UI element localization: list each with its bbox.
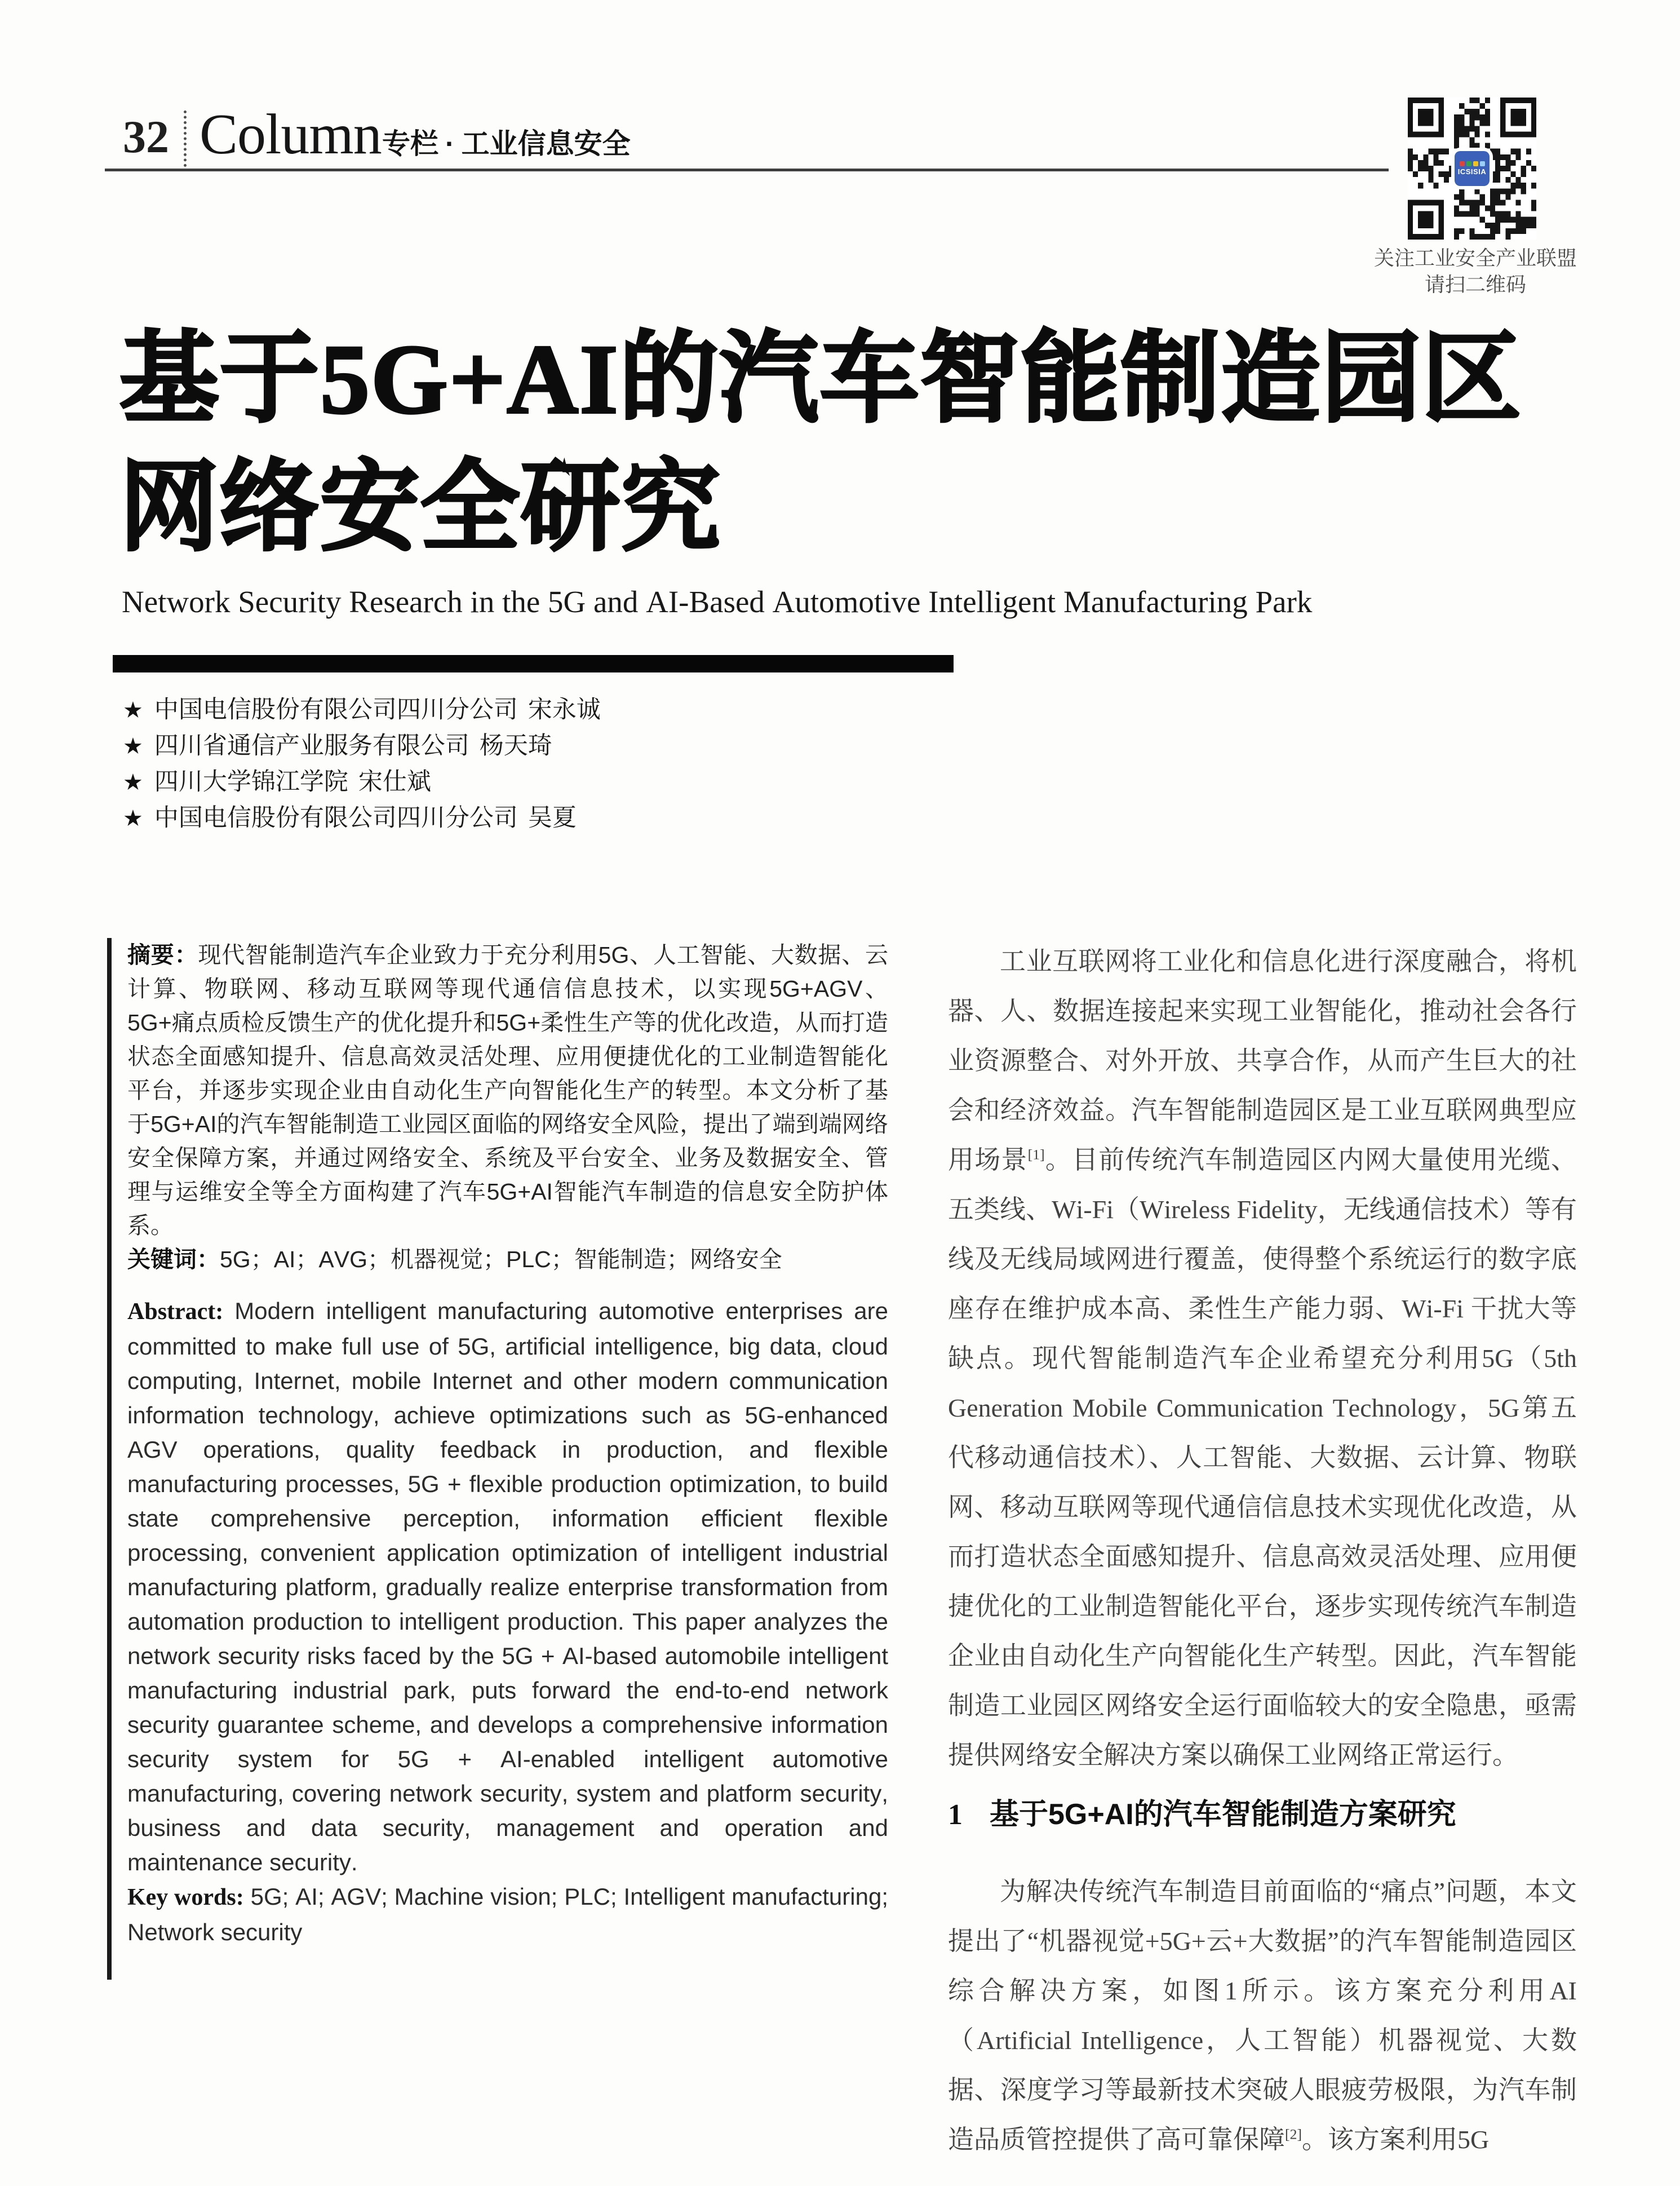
author-affiliation: 四川省通信产业服务有限公司 bbox=[154, 732, 469, 759]
section-heading bbox=[948, 1796, 1577, 1834]
author-row bbox=[123, 764, 601, 800]
column-label-cn: 专栏 bbox=[382, 128, 438, 160]
separator-dot: · bbox=[445, 128, 455, 160]
citation-ref-1: [1] bbox=[1027, 1146, 1045, 1163]
qr-caption-line2: 请扫二维码 bbox=[1424, 273, 1526, 296]
keywords-en-text: 5G; AI; AGV; Machine vision; PLC; Intelligent manufacturing; Network security bbox=[127, 1883, 888, 1945]
abstract-en bbox=[127, 1294, 888, 1879]
abstract-en-label: Abstract: bbox=[127, 1299, 224, 1325]
author-name: 杨天琦 bbox=[479, 732, 552, 759]
qr-code bbox=[1408, 98, 1536, 240]
abstract-cn bbox=[127, 938, 888, 1242]
keywords-en-label: Key words: bbox=[127, 1884, 244, 1910]
author-name: 宋仕斌 bbox=[358, 768, 431, 795]
article-subtitle-en: Network Security Research in the 5G and AI-Based Automotive Intelligent Manufacturing Park bbox=[122, 585, 1313, 619]
abstract-en-text: Modern intelligent manufacturing automotive enterprises are committed to make full use of 5G, artificial intelligence, big data, cloud computing, Internet, mobile Internet and other modern communication information technology, achieve optimizations such as 5G-enhanced AGV operations, quality feedback in production, and flexible manufacturing processes, 5G + flexible production optimization, to build state comprehensive perception, information efficient flexible processing, convenient application optimization of intelligent industrial manufacturing platform, gradually realize enterprise transformation from automation production to intelligent production. This paper analyzes the network security risks faced by the 5G + AI-based automobile intelligent manufacturing industrial park, puts forward the end-to-end network security guarantee scheme, and develops a comprehensive information security system for 5G + AI-enabled intelligent automotive manufacturing, covering network security, system and platform security, business and data security, management and operation and maintenance security. bbox=[127, 1298, 888, 1875]
header-dotted-divider bbox=[184, 110, 187, 167]
column-label: Column bbox=[200, 103, 382, 166]
article-title-line1: 基于5G+AI的汽车智能制造园区 bbox=[119, 325, 1522, 435]
author-row bbox=[123, 692, 601, 728]
star-icon: ★ bbox=[123, 770, 143, 795]
keywords-cn-text: 5G；AI；AVG；机器视觉；PLC；智能制造；网络安全 bbox=[220, 1246, 782, 1272]
column-topic-label: 工业信息安全 bbox=[461, 128, 631, 160]
body-paragraph-2 bbox=[948, 1867, 1577, 2165]
body-paragraph-2-text: 。该方案利用5G bbox=[1302, 2125, 1490, 2154]
column-topic bbox=[382, 130, 631, 158]
star-icon: ★ bbox=[123, 698, 143, 723]
body-column bbox=[948, 937, 1577, 2165]
qr-caption bbox=[1357, 245, 1594, 298]
author-name: 吴夏 bbox=[528, 804, 577, 831]
page-number: 32 bbox=[123, 111, 169, 162]
article-title-line2: 网络安全研究 bbox=[119, 453, 722, 563]
author-row bbox=[123, 800, 601, 837]
qr-logo-text: ICSISIA bbox=[1457, 167, 1487, 176]
author-row bbox=[123, 728, 601, 764]
abstract-cn-text: 现代智能制造汽车企业致力于充分利用5G、人工智能、大数据、云计算、物联网、移动互联网等现代通信信息技术，以实现5G+AGV、5G+痛点质检反馈生产的优化提升和5G+柔性生产等的优化改造，从而打造状态全面感知提升、信息高效灵活处理、应用便捷优化的工业制造智能化平台，并逐步实现企业由自动化生产向智能化生产的转型。本文分析了基于5G+AI的汽车智能制造工业园区面临的网络安全风险，提出了端到端网络安全保障方案，并通过网络安全、系统及平台安全、业务及数据安全、管理与运维安全等全方面构建了汽车5G+AI智能汽车制造的信息安全防护体系。 bbox=[127, 942, 888, 1238]
qr-caption-line1: 关注工业安全产业联盟 bbox=[1373, 246, 1577, 269]
pinwheel-icon bbox=[1460, 161, 1485, 166]
section-number: 1 bbox=[948, 1799, 963, 1831]
star-icon: ★ bbox=[123, 734, 143, 759]
author-list bbox=[123, 692, 601, 837]
author-affiliation: 四川大学锦江学院 bbox=[154, 768, 348, 795]
author-affiliation: 中国电信股份有限公司四川分公司 bbox=[154, 804, 518, 831]
author-name: 宋永诚 bbox=[528, 696, 601, 723]
qr-center-logo bbox=[1455, 151, 1490, 186]
article-title bbox=[119, 316, 1652, 573]
body-paragraph-1-text: 。目前传统汽车制造园区内网大量使用光缆、五类线、Wi-Fi（Wireless Fidelity，无线通信技术）等有线及无线局域网进行覆盖，使得整个系统运行的数字底座存在维护成本高、柔性生产能力弱、Wi-Fi 干扰大等缺点。现代智能制造汽车企业希望充分利用5G（5th Generation Mobile Communication Technology，5G第五代移动通信技术）、人工智能、大数据、云计算、物联网、移动互联网等现代通信信息技术实现优化改造，从而打造状态全面感知提升、信息高效灵活处理、应用便捷优化的工业制造智能化平台，逐步实现传统汽车制造企业由自动化生产向智能化生产转型。因此，汽车智能制造工业园区网络安全运行面临较大的安全隐患，亟需提供网络安全解决方案以确保工业网络正常运行。 bbox=[948, 1145, 1577, 1769]
header-rule bbox=[105, 169, 1389, 171]
abstract-cn-label: 摘要： bbox=[127, 942, 198, 968]
body-paragraph-2-text: 为解决传统汽车制造目前面临的“痛点”问题，本文提出了“机器视觉+5G+云+大数据”的汽车智能制造园区综合解决方案，如图1所示。该方案充分利用AI（Artificial Intelligence，人工智能）机器视觉、大数据、深度学习等最新技术突破人眼疲劳极限，为汽车制造品质管控提供了高可靠保障 bbox=[948, 1877, 1577, 2154]
keywords-cn bbox=[127, 1242, 888, 1276]
body-paragraph-1 bbox=[948, 937, 1577, 1780]
body-paragraph-1-text: 工业互联网将工业化和信息化进行深度融合，将机器、人、数据连接起来实现工业智能化，推动社会各行业资源整合、对外开放、共享合作，从而产生巨大的社会和经济效益。汽车智能制造园区是工业互联网典型应用场景 bbox=[948, 947, 1577, 1174]
abstract-accent-bar bbox=[107, 938, 112, 1980]
keywords-en bbox=[127, 1879, 888, 1949]
star-icon: ★ bbox=[123, 806, 143, 831]
author-affiliation: 中国电信股份有限公司四川分公司 bbox=[154, 696, 518, 723]
abstract-column bbox=[127, 938, 888, 1949]
keywords-cn-label: 关键词： bbox=[127, 1246, 220, 1272]
citation-ref-2: [2] bbox=[1285, 2126, 1302, 2143]
title-divider-bar bbox=[113, 655, 954, 672]
section-title: 基于5G+AI的汽车智能制造方案研究 bbox=[990, 1798, 1456, 1831]
